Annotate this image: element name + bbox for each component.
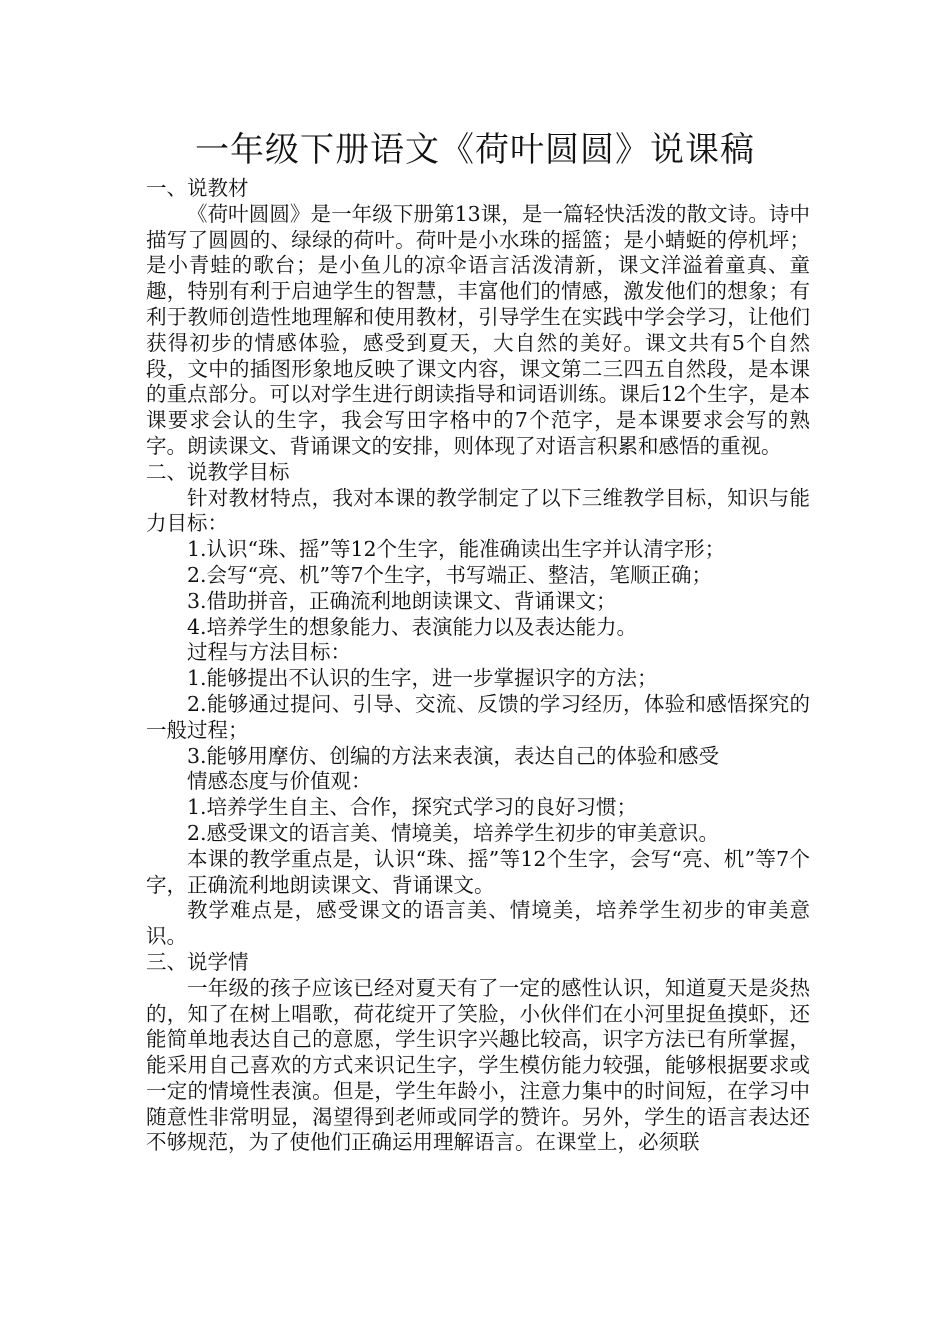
list-item: 1.培养学生自主、合作，探究式学习的良好习惯； [187, 795, 638, 820]
list-item: 2.感受课文的语言美、情境美，培养学生初步的审美意识。 [187, 820, 720, 845]
list-item: 2.能够通过提问、引导、交流、反馈的学习经历，体验和感悟探究的一般过程； [146, 691, 810, 742]
paragraph: 《荷叶圆圆》是一年级下册第13课，是一篇轻快活泼的散文诗。诗中描写了圆圆的、绿绿的荷叶。荷叶是小水珠的摇篮；是小蜻蜓的停机坪；是小青蛙的歌台；是小鱼儿的凉伞语言活泼清新，课文洋溢着童真、童趣，特别有利于启迪学生的智慧，丰富他们的情感，激发他们的想象；有利于教师创造性地理解和使用教材，引导学生在实践中学会学习，让他们获得初步的情感体验，感受到夏天，大自然的美好。课文共有5个自然段，文中的插图形象地反映了课文内容，课文第二三四五自然段，是本课的重点部分。可以对学生进行朗读指导和词语训练。课后12个生字，是本课要求会认的生字，我会写田字格中的7个范字，是本课要求会写的熟字。朗读课文、背诵课文的安排，则体现了对语言积累和感悟的重视。 [146, 201, 810, 458]
subheading: 过程与方法目标： [187, 640, 351, 665]
paragraph: 一年级的孩子应该已经对夏天有了一定的感性认识，知道夏天是炎热的，知了在树上唱歌，荷花绽开了笑脸，小伙伴们在小河里捉鱼摸虾，还能简单地表达自己的意愿，学生识字兴趣比较高，识字方法已有所掌握，能采用自己喜欢的方式来识记生字，学生模仿能力较强，能够根据要求或一定的情境性表演。但是，学生年龄小，注意力集中的时间短，在学习中随意性非常明显，渴望得到老师或同学的赞许。另外，学生的语言表达还不够规范，为了使他们正确运用理解语言。在课堂上，必须联 [146, 975, 810, 1155]
paragraph: 本课的教学重点是，认识“珠、摇”等12个生字，会写“亮、机”等7个字，正确流利地朗读课文、背诵课文。 [146, 846, 810, 897]
section-heading: 二、说教学目标 [146, 459, 290, 484]
list-item: 2.会写“亮、机”等7个生字，书写端正、整洁，笔顺正确； [187, 562, 713, 587]
list-item: 3.能够用摩仿、创编的方法来表演，表达自己的体验和感受 [187, 743, 720, 768]
paragraph: 教学难点是，感受课文的语言美、情境美，培养学生初步的审美意识。 [146, 898, 810, 949]
list-item: 3.借助拼音，正确流利地朗读课文、背诵课文； [187, 588, 617, 613]
list-item: 1.能够提出不认识的生字，进一步掌握识字的方法； [187, 666, 658, 691]
document-body [146, 176, 810, 1156]
subheading: 情感态度与价值观： [187, 769, 372, 794]
document-title: 一年级下册语文《荷叶圆圆》说课稿 [195, 130, 755, 170]
section-heading: 三、说学情 [146, 949, 249, 974]
paragraph: 针对教材特点，我对本课的教学制定了以下三维教学目标，知识与能力目标： [146, 485, 810, 536]
list-item: 1.认识“珠、摇”等12个生字，能准确读出生字并认清字形； [187, 537, 726, 562]
list-item: 4.培养学生的想象能力、表演能力以及表达能力。 [187, 614, 638, 639]
section-heading: 一、说教材 [146, 176, 249, 200]
